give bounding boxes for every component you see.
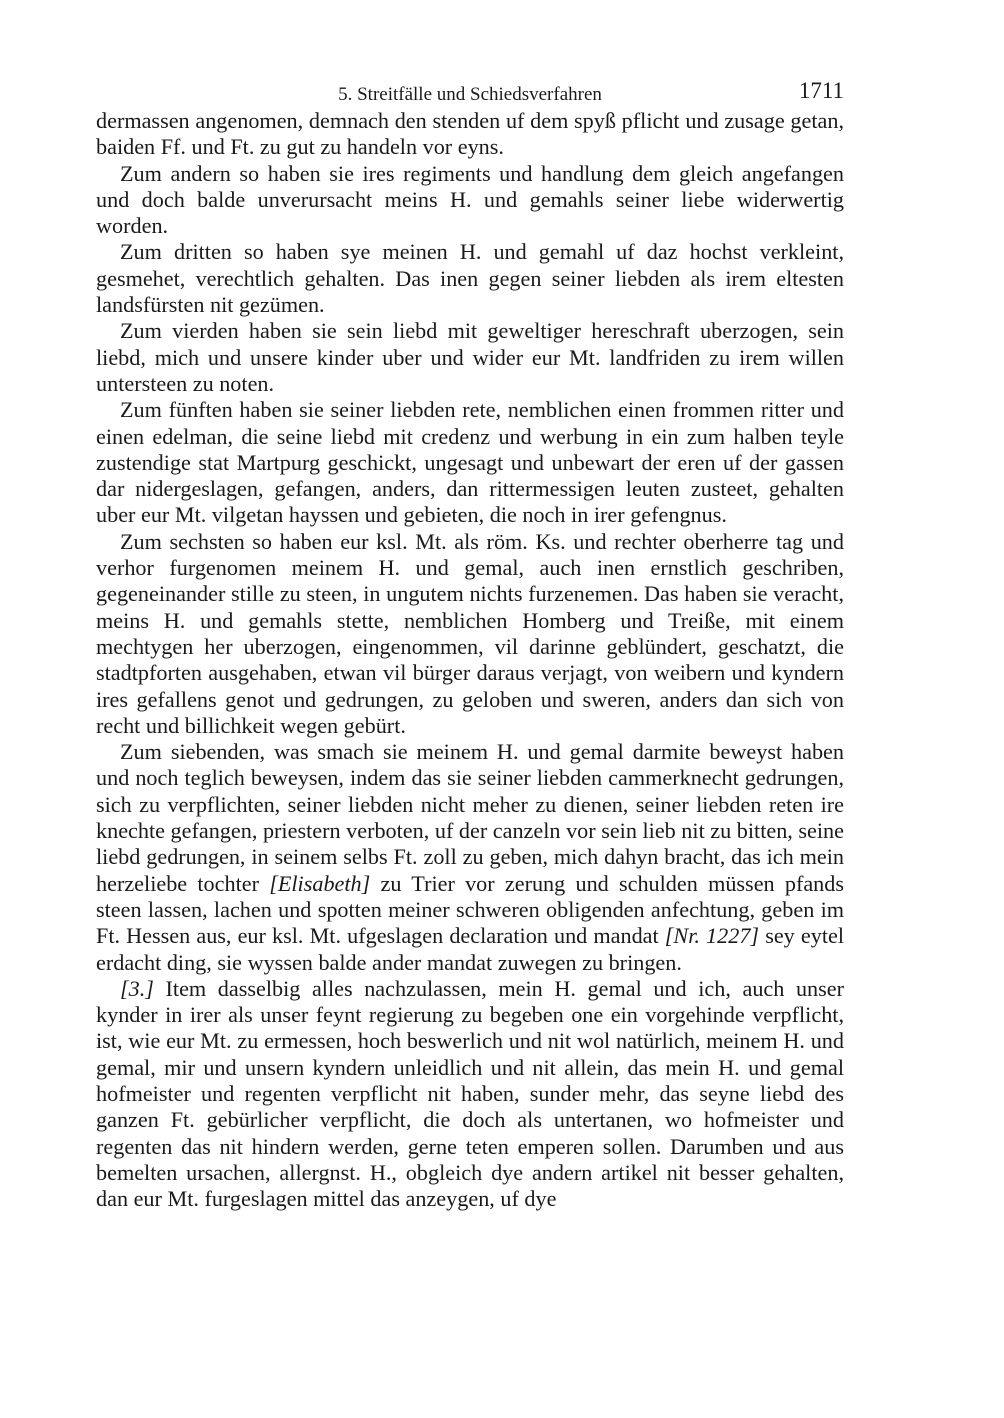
paragraph-zum-dritten: Zum dritten so haben sye meinen H. und gemahl uf daz hochst verkleint, gesmehet, verechtlich gehalten. Das inen gegen seiner liebden als irem eltesten landsfürsten nit gezümen.: [96, 239, 844, 318]
paragraph-zum-sechsten: Zum sechsten so haben eur ksl. Mt. als röm. Ks. und rechter oberherre tag und verhor furgenomen meinem H. und gemal, auch inen ernstlich geschriben, gegeneinander stille zu steen, in ungutem nichts furzenemen. Das haben sie veracht, meins H. und gemahls stette, nemblichen Homberg und Treiße, mit einem mechtygen her uberzogen, eingenommen, vil darinne geblündert, geschatzt, die stadtpforten ausgehaben, etwan vil bürger daraus verjagt, von weibern und kyndern ires gefallens genot und gedrungen, zu geloben und sweren, anders dan sich von recht und billichkeit wegen gebürt.: [96, 528, 844, 738]
section-title: 5. Streitfälle und Schiedsverfahren: [338, 84, 602, 105]
paragraph-text: Zum siebenden, was smach sie meinem H. und gemal darmite beweyst haben und noch teglich beweysen, indem das sie seiner liebden cammerknecht gedrungen, sich zu verpflichten, seiner liebden nicht meher zu dienen, seiner liebden reten ire knechte gefangen, priestern verboten, uf der canzeln vor sein lieb nit zu bitten, seine liebd gedrungen, in seinem selbs Ft. zoll zu geben, mich dahyn bracht, das ich mein herzeliebe tochter: [96, 739, 844, 896]
paragraph-text: zu Trier vor zerung und schulden müssen pfands steen lassen, lachen und spotten meiner schweren obligenden anfechtung, geben im Ft. Hessen aus, eur ksl. Mt. ufgeslagen declaration und mandat: [96, 870, 845, 949]
editorial-reference-elisabeth: [Elisabeth]: [269, 870, 371, 896]
section-marker: [3.]: [120, 975, 154, 1001]
body-text: [96, 108, 844, 1212]
editorial-reference-nr-1227: [Nr. 1227]: [664, 923, 760, 949]
document-page: [96, 76, 844, 1212]
paragraph-continuation: dermassen angenomen, demnach den stenden uf dem spyß pflicht und zusage getan, baiden Ff. und Ft. zu gut zu handeln vor eyns.: [96, 108, 844, 160]
paragraph-zum-andern: Zum andern so haben sie ires regiments und handlung dem gleich angefangen und doch balde unverursacht meins H. und gemahls seiner liebe widerwertig worden.: [96, 160, 844, 239]
running-header: [96, 76, 844, 108]
paragraph-zum-siebenden: [96, 739, 844, 976]
paragraph-text: Item dasselbig alles nachzulassen, mein H. gemal und ich, auch unser kynder in irer als unser feynt regierung zu begeben one ein vorgehinde verpflicht, ist, wie eur Mt. zu ermessen, hoch beswerlich und nit wol natürlich, meinem H. und gemal, mir und unsern kyndern unleidlich und nit allein, das mein H. und gemal hofmeister und regenten verpflicht nit haben, sunder mehr, das seyne liebd des ganzen Ft. gebürlicher verpflicht, die doch als untertanen, wo hofmeister und regenten das nit hindern werden, gerne teten emperen sollen. Darumben und aus bemelten ursachen, allergnst. H., obgleich dye andern artikel nit besser gehalten, dan eur Mt. furgeslagen mittel das anzeygen, uf dye: [96, 975, 845, 1212]
paragraph-text: sey eytel erdacht ding, sie wyssen balde ander mandat zuwegen zu bringen.: [96, 923, 844, 975]
page-number: 1711: [798, 78, 844, 103]
paragraph-zum-fuenften: Zum fünften haben sie seiner liebden rete, nemblichen einen frommen ritter und einen edelman, die seine liebd mit credenz und werbung in ein zum halben teyle zustendige stat Martpurg geschickt, ungesagt und unbewart der eren uf der gassen dar nidergeslagen, gefangen, anders, dan rittermessigen leuten zusteet, gehalten uber eur Mt. vilgetan hayssen und gebieten, die noch in irer gefengnus.: [96, 397, 844, 528]
paragraph-item-3: [96, 976, 844, 1213]
paragraph-zum-vierden: Zum vierden haben sie sein liebd mit geweltiger hereschraft uberzogen, sein liebd, mich und unsere kinder uber und wider eur Mt. landfriden zu irem willen untersteen zu noten.: [96, 318, 844, 396]
